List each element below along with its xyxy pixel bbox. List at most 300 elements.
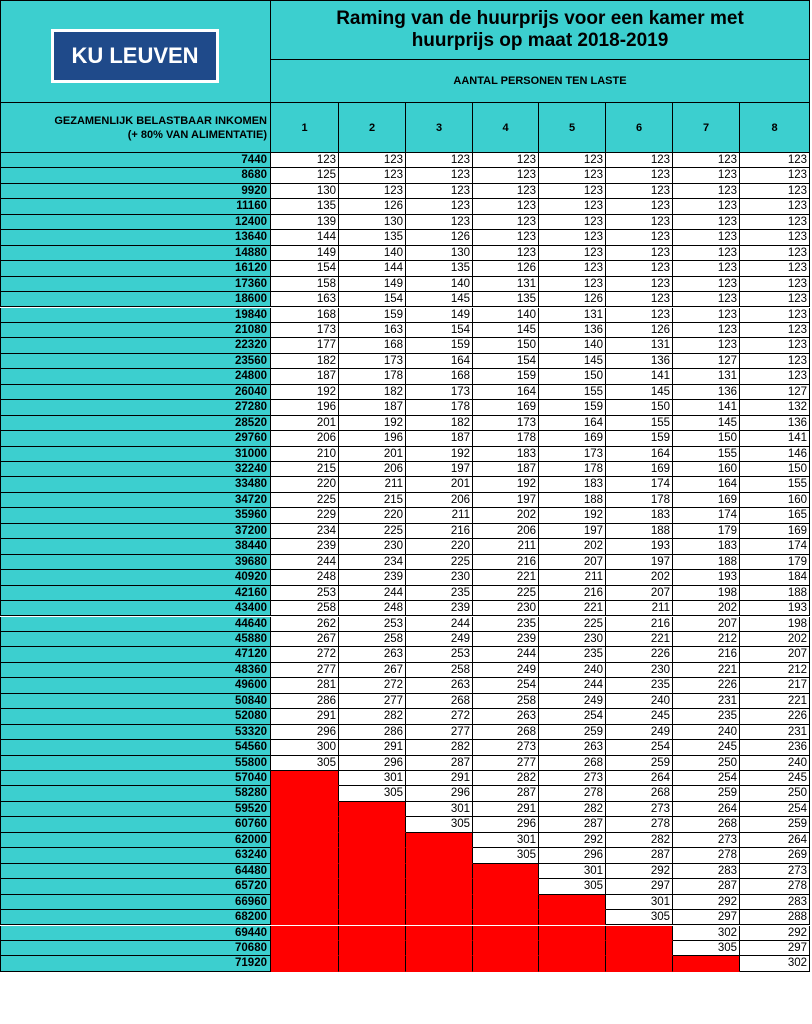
rent-value-cell: 182 (339, 385, 406, 400)
rent-value-cell: 278 (673, 848, 740, 863)
rent-value-cell: 239 (473, 632, 539, 647)
rent-value-cell: 305 (339, 786, 406, 801)
unavailable-cell (339, 879, 406, 894)
rent-value-cell: 207 (740, 647, 810, 662)
rent-value-cell: 150 (673, 431, 740, 446)
rent-value-cell: 291 (271, 709, 339, 724)
rent-value-cell: 187 (406, 431, 473, 446)
income-label: 26040 (0, 385, 271, 400)
rent-value-cell: 123 (606, 246, 673, 261)
rent-value-cell: 188 (539, 493, 606, 508)
rent-value-cell: 188 (673, 555, 740, 570)
rent-value-cell: 123 (606, 308, 673, 323)
income-label: 40920 (0, 570, 271, 585)
rent-value-cell: 123 (339, 184, 406, 199)
rent-value-cell: 296 (339, 756, 406, 771)
rent-value-cell: 159 (606, 431, 673, 446)
rent-value-cell: 123 (539, 153, 606, 168)
rent-value-cell: 123 (473, 230, 539, 245)
income-label: 32240 (0, 462, 271, 477)
rent-value-cell: 268 (673, 817, 740, 832)
rent-value-cell: 179 (673, 524, 740, 539)
rent-value-cell: 183 (673, 539, 740, 554)
rent-value-cell: 123 (673, 292, 740, 307)
rent-value-cell: 258 (406, 663, 473, 678)
rent-value-cell: 287 (606, 848, 673, 863)
unavailable-cell (339, 926, 406, 941)
rent-value-cell: 220 (339, 508, 406, 523)
rent-value-cell: 207 (606, 586, 673, 601)
income-label: 38440 (0, 539, 271, 554)
rent-value-cell: 296 (271, 725, 339, 740)
rent-value-cell: 136 (539, 323, 606, 338)
rent-value-cell: 207 (673, 617, 740, 632)
rent-value-cell: 123 (606, 230, 673, 245)
rent-value-cell: 123 (740, 153, 810, 168)
rent-value-cell: 173 (473, 416, 539, 431)
rent-value-cell: 123 (673, 199, 740, 214)
income-label: 31000 (0, 447, 271, 462)
unavailable-cell (406, 833, 473, 848)
column-header-2: 2 (339, 103, 406, 153)
rent-value-cell: 305 (673, 941, 740, 956)
column-header-6: 6 (606, 103, 673, 153)
rent-value-cell: 155 (606, 416, 673, 431)
rent-value-cell: 159 (473, 369, 539, 384)
rent-value-cell: 282 (606, 833, 673, 848)
rent-value-cell: 160 (673, 462, 740, 477)
rent-value-cell: 291 (406, 771, 473, 786)
income-label: 12400 (0, 215, 271, 230)
rent-value-cell: 123 (740, 308, 810, 323)
rent-value-cell: 123 (473, 168, 539, 183)
rent-value-cell: 273 (606, 802, 673, 817)
rent-value-cell: 296 (406, 786, 473, 801)
rent-value-cell: 178 (539, 462, 606, 477)
rent-value-cell: 155 (673, 447, 740, 462)
rent-value-cell: 149 (271, 246, 339, 261)
rent-value-cell: 146 (740, 447, 810, 462)
unavailable-cell (339, 848, 406, 863)
rent-value-cell: 245 (606, 709, 673, 724)
rent-value-cell: 164 (473, 385, 539, 400)
rent-value-cell: 259 (740, 817, 810, 832)
income-label: 24800 (0, 369, 271, 384)
rent-value-cell: 226 (606, 647, 673, 662)
rent-value-cell: 239 (271, 539, 339, 554)
unavailable-cell (606, 956, 673, 971)
table-title: Raming van de huurprijs voor een kamer met huurprijs op maat 2018-2019 (271, 0, 810, 60)
rent-value-cell: 217 (740, 678, 810, 693)
rent-value-cell: 135 (271, 199, 339, 214)
rent-value-cell: 140 (473, 308, 539, 323)
unavailable-cell (339, 910, 406, 925)
income-label: 65720 (0, 879, 271, 894)
rent-value-cell: 164 (406, 354, 473, 369)
income-label: 8680 (0, 168, 271, 183)
rent-value-cell: 235 (406, 586, 473, 601)
rent-value-cell: 212 (740, 663, 810, 678)
rent-value-cell: 254 (606, 740, 673, 755)
rent-value-cell: 160 (740, 493, 810, 508)
rent-value-cell: 169 (673, 493, 740, 508)
rent-value-cell: 268 (473, 725, 539, 740)
rent-value-cell: 287 (539, 817, 606, 832)
rent-value-cell: 258 (339, 632, 406, 647)
rent-value-cell: 291 (339, 740, 406, 755)
rent-value-cell: 130 (406, 246, 473, 261)
rent-value-cell: 297 (740, 941, 810, 956)
rent-value-cell: 202 (740, 632, 810, 647)
rent-value-cell: 123 (740, 277, 810, 292)
rent-value-cell: 174 (606, 477, 673, 492)
rent-value-cell: 183 (539, 477, 606, 492)
rent-value-cell: 259 (606, 756, 673, 771)
rent-value-cell: 211 (606, 601, 673, 616)
unavailable-cell (406, 895, 473, 910)
rent-value-cell: 123 (740, 261, 810, 276)
rent-value-cell: 123 (473, 199, 539, 214)
rent-value-cell: 154 (473, 354, 539, 369)
rent-value-cell: 225 (406, 555, 473, 570)
rent-value-cell: 230 (606, 663, 673, 678)
rent-value-cell: 188 (606, 524, 673, 539)
column-header-1: 1 (271, 103, 339, 153)
unavailable-cell (473, 879, 539, 894)
rent-value-cell: 150 (473, 338, 539, 353)
rent-value-cell: 268 (606, 786, 673, 801)
rent-value-cell: 197 (606, 555, 673, 570)
income-label: 13640 (0, 230, 271, 245)
income-label: 35960 (0, 508, 271, 523)
rent-value-cell: 123 (406, 153, 473, 168)
rent-value-cell: 183 (473, 447, 539, 462)
rent-value-cell: 123 (473, 215, 539, 230)
rent-value-cell: 159 (539, 400, 606, 415)
unavailable-cell (473, 941, 539, 956)
rent-value-cell: 123 (606, 153, 673, 168)
rent-value-cell: 123 (539, 246, 606, 261)
rent-value-cell: 216 (539, 586, 606, 601)
rent-value-cell: 183 (606, 508, 673, 523)
rent-value-cell: 123 (740, 168, 810, 183)
rent-value-cell: 249 (473, 663, 539, 678)
rent-value-cell: 123 (539, 199, 606, 214)
income-label: 59520 (0, 802, 271, 817)
rent-value-cell: 168 (271, 308, 339, 323)
rent-value-cell: 123 (673, 261, 740, 276)
rent-value-cell: 123 (539, 261, 606, 276)
rent-value-cell: 141 (606, 369, 673, 384)
rent-value-cell: 225 (271, 493, 339, 508)
income-label: 48360 (0, 663, 271, 678)
rent-value-cell: 277 (271, 663, 339, 678)
rent-value-cell: 258 (473, 694, 539, 709)
rent-value-cell: 123 (606, 199, 673, 214)
rent-value-cell: 123 (539, 184, 606, 199)
rent-value-cell: 206 (473, 524, 539, 539)
rent-value-cell: 305 (539, 879, 606, 894)
rent-value-cell: 220 (271, 477, 339, 492)
rent-value-cell: 178 (473, 431, 539, 446)
rent-value-cell: 131 (473, 277, 539, 292)
unavailable-cell (473, 926, 539, 941)
rent-value-cell: 123 (673, 230, 740, 245)
rent-value-cell: 240 (606, 694, 673, 709)
unavailable-cell (271, 864, 339, 879)
rent-value-cell: 248 (339, 601, 406, 616)
rent-value-cell: 127 (740, 385, 810, 400)
rent-value-cell: 192 (271, 385, 339, 400)
rent-value-cell: 273 (673, 833, 740, 848)
rent-value-cell: 169 (740, 524, 810, 539)
rent-value-cell: 291 (473, 802, 539, 817)
rent-value-cell: 301 (406, 802, 473, 817)
rent-value-cell: 123 (673, 153, 740, 168)
rent-value-cell: 123 (539, 277, 606, 292)
rent-value-cell: 159 (406, 338, 473, 353)
rent-value-cell: 158 (271, 277, 339, 292)
rent-value-cell: 244 (339, 586, 406, 601)
rent-value-cell: 163 (271, 292, 339, 307)
rent-value-cell: 239 (339, 570, 406, 585)
rent-value-cell: 273 (473, 740, 539, 755)
rent-value-cell: 263 (406, 678, 473, 693)
unavailable-cell (339, 895, 406, 910)
rent-value-cell: 278 (539, 786, 606, 801)
income-label: 58280 (0, 786, 271, 801)
income-label: 27280 (0, 400, 271, 415)
rent-value-cell: 281 (271, 678, 339, 693)
rent-value-cell: 173 (539, 447, 606, 462)
rent-value-cell: 221 (673, 663, 740, 678)
rent-value-cell: 244 (406, 617, 473, 632)
rent-value-cell: 236 (740, 740, 810, 755)
rent-value-cell: 249 (539, 694, 606, 709)
rent-value-cell: 277 (406, 725, 473, 740)
rent-value-cell: 234 (339, 555, 406, 570)
rent-value-cell: 192 (539, 508, 606, 523)
rent-value-cell: 225 (539, 617, 606, 632)
rent-value-cell: 240 (673, 725, 740, 740)
rent-value-cell: 254 (673, 771, 740, 786)
rent-value-cell: 123 (673, 277, 740, 292)
unavailable-cell (539, 910, 606, 925)
rent-value-cell: 178 (406, 400, 473, 415)
rent-value-cell: 230 (473, 601, 539, 616)
rent-value-cell: 288 (740, 910, 810, 925)
rent-value-cell: 292 (539, 833, 606, 848)
unavailable-cell (473, 956, 539, 971)
rent-value-cell: 179 (740, 555, 810, 570)
rent-value-cell: 287 (673, 879, 740, 894)
rent-value-cell: 254 (740, 802, 810, 817)
rent-value-cell: 296 (539, 848, 606, 863)
rent-value-cell: 283 (673, 864, 740, 879)
rent-value-cell: 235 (673, 709, 740, 724)
unavailable-cell (406, 910, 473, 925)
rent-value-cell: 253 (339, 617, 406, 632)
rent-value-cell: 192 (406, 447, 473, 462)
rent-value-cell: 123 (606, 168, 673, 183)
rent-value-cell: 197 (473, 493, 539, 508)
rent-value-cell: 123 (606, 277, 673, 292)
rent-value-cell: 123 (673, 246, 740, 261)
rent-value-cell: 168 (406, 369, 473, 384)
income-label: 54560 (0, 740, 271, 755)
rent-value-cell: 132 (740, 400, 810, 415)
rent-value-cell: 297 (673, 910, 740, 925)
rent-value-cell: 206 (271, 431, 339, 446)
rent-value-cell: 123 (740, 323, 810, 338)
rent-value-cell: 154 (339, 292, 406, 307)
unavailable-cell (339, 864, 406, 879)
rent-value-cell: 126 (473, 261, 539, 276)
rent-value-cell: 305 (606, 910, 673, 925)
rent-value-cell: 272 (339, 678, 406, 693)
rent-value-cell: 220 (406, 539, 473, 554)
rent-value-cell: 207 (539, 555, 606, 570)
rent-value-cell: 123 (473, 184, 539, 199)
rent-value-cell: 123 (539, 168, 606, 183)
rent-value-cell: 301 (539, 864, 606, 879)
income-label: 28520 (0, 416, 271, 431)
rent-value-cell: 164 (539, 416, 606, 431)
rent-value-cell: 268 (406, 694, 473, 709)
rent-value-cell: 159 (339, 308, 406, 323)
rent-value-cell: 174 (673, 508, 740, 523)
rent-value-cell: 155 (539, 385, 606, 400)
rent-value-cell: 123 (740, 215, 810, 230)
unavailable-cell (271, 771, 339, 786)
income-label: 57040 (0, 771, 271, 786)
rent-value-cell: 286 (271, 694, 339, 709)
rent-value-cell: 123 (740, 230, 810, 245)
rent-value-cell: 259 (539, 725, 606, 740)
rent-value-cell: 145 (473, 323, 539, 338)
income-label: 55800 (0, 756, 271, 771)
rent-value-cell: 282 (473, 771, 539, 786)
unavailable-cell (339, 833, 406, 848)
rent-value-cell: 230 (339, 539, 406, 554)
unavailable-cell (339, 817, 406, 832)
rent-value-cell: 305 (406, 817, 473, 832)
rent-value-cell: 225 (339, 524, 406, 539)
rent-value-cell: 131 (539, 308, 606, 323)
unavailable-cell (606, 941, 673, 956)
rent-value-cell: 211 (539, 570, 606, 585)
rent-value-cell: 202 (539, 539, 606, 554)
income-label: 14880 (0, 246, 271, 261)
column-header-8: 8 (740, 103, 810, 153)
rent-value-cell: 150 (539, 369, 606, 384)
rent-value-cell: 145 (673, 416, 740, 431)
rent-value-cell: 123 (740, 354, 810, 369)
unavailable-cell (271, 941, 339, 956)
rent-value-cell: 178 (606, 493, 673, 508)
rent-value-cell: 250 (673, 756, 740, 771)
rent-value-cell: 169 (606, 462, 673, 477)
rent-value-cell: 193 (673, 570, 740, 585)
rent-value-cell: 305 (473, 848, 539, 863)
rent-value-cell: 278 (740, 879, 810, 894)
rent-value-cell: 216 (473, 555, 539, 570)
rent-value-cell: 123 (740, 199, 810, 214)
rent-value-cell: 140 (539, 338, 606, 353)
rent-value-cell: 178 (339, 369, 406, 384)
rent-value-cell: 130 (271, 184, 339, 199)
rent-value-cell: 192 (473, 477, 539, 492)
income-label: 34720 (0, 493, 271, 508)
unavailable-cell (406, 848, 473, 863)
rent-value-cell: 267 (339, 663, 406, 678)
rent-value-cell: 206 (339, 462, 406, 477)
income-label: 44640 (0, 617, 271, 632)
rent-value-cell: 123 (606, 292, 673, 307)
rent-value-cell: 163 (339, 323, 406, 338)
income-label: 37200 (0, 524, 271, 539)
rent-value-cell: 141 (673, 400, 740, 415)
rent-value-cell: 155 (740, 477, 810, 492)
rent-value-cell: 123 (539, 230, 606, 245)
rent-value-cell: 302 (740, 956, 810, 971)
rent-value-cell: 273 (539, 771, 606, 786)
rent-value-cell: 123 (406, 168, 473, 183)
rent-value-cell: 140 (406, 277, 473, 292)
rent-value-cell: 245 (673, 740, 740, 755)
income-label: 69440 (0, 926, 271, 941)
rent-value-cell: 244 (539, 678, 606, 693)
rent-value-cell: 216 (606, 617, 673, 632)
rent-value-cell: 140 (339, 246, 406, 261)
rent-value-cell: 287 (473, 786, 539, 801)
unavailable-cell (673, 956, 740, 971)
rent-value-cell: 301 (606, 895, 673, 910)
ku-leuven-logo: KU LEUVEN (51, 29, 219, 83)
rent-value-cell: 193 (606, 539, 673, 554)
rent-value-cell: 150 (606, 400, 673, 415)
rent-value-cell: 123 (673, 323, 740, 338)
dependents-header: AANTAL PERSONEN TEN LASTE (271, 60, 810, 103)
rent-value-cell: 272 (271, 647, 339, 662)
rent-value-cell: 144 (339, 261, 406, 276)
rent-value-cell: 292 (740, 926, 810, 941)
income-label: 11160 (0, 199, 271, 214)
unavailable-cell (271, 879, 339, 894)
income-label: 50840 (0, 694, 271, 709)
rent-value-cell: 174 (740, 539, 810, 554)
rent-value-cell: 126 (339, 199, 406, 214)
rent-value-cell: 244 (271, 555, 339, 570)
rent-value-cell: 197 (406, 462, 473, 477)
income-label: 43400 (0, 601, 271, 616)
rent-value-cell: 150 (740, 462, 810, 477)
unavailable-cell (406, 956, 473, 971)
unavailable-cell (339, 956, 406, 971)
rent-value-cell: 221 (606, 632, 673, 647)
rent-value-cell: 125 (271, 168, 339, 183)
rent-value-cell: 282 (339, 709, 406, 724)
rent-value-cell: 249 (606, 725, 673, 740)
rent-value-cell: 126 (539, 292, 606, 307)
unavailable-cell (406, 941, 473, 956)
rent-value-cell: 173 (271, 323, 339, 338)
rent-value-cell: 127 (673, 354, 740, 369)
rent-value-cell: 144 (271, 230, 339, 245)
rent-value-cell: 177 (271, 338, 339, 353)
rent-value-cell: 123 (339, 153, 406, 168)
rent-value-cell: 202 (606, 570, 673, 585)
